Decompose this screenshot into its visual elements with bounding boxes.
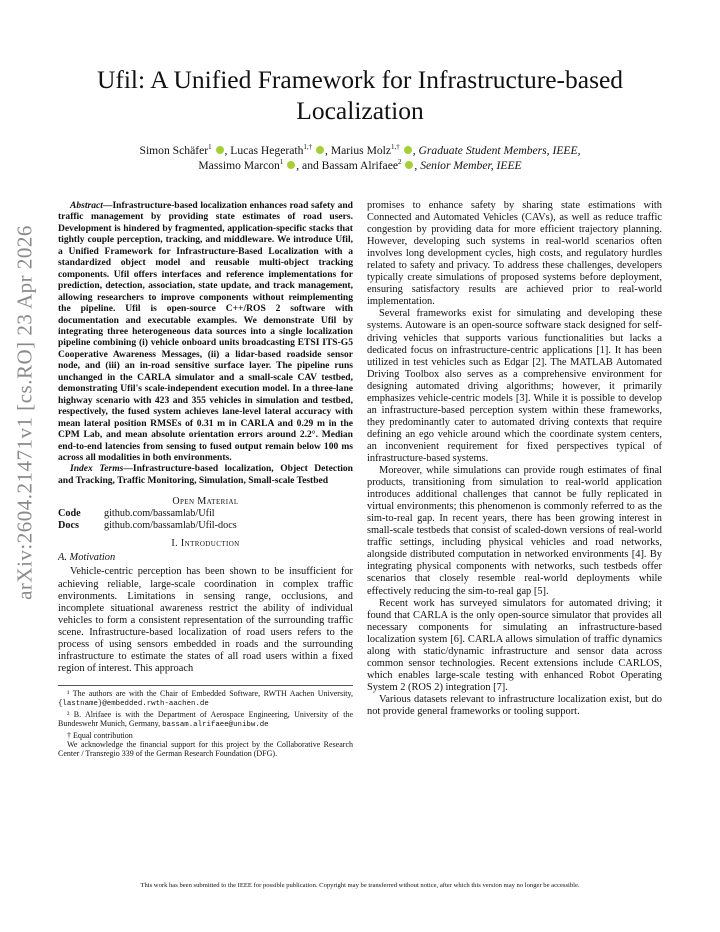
author-name: Massimo Marcon [198,159,280,172]
body-paragraph: Recent work has surveyed simulators for automated driving; it found that CARLA is the only open-source simulator that provides all necessary components for simulating an infrastructure-based localization system [6]. CARLA allows simulation of traffic dynamics along with static/dynamic infrastructure and sensor data across common sensor technologies. Recent extensions include CARLOS, which enables large-scale testing with enhanced Robot Operating System 2 (ROS 2) integration [7]. [367,597,662,693]
footnote-text: ² B. Alrifaee is with the Department of Aerospace Engineering, University of the Bundeswehr Munich, Germany, [58,709,353,729]
abstract-label: Abstract [70,200,103,211]
open-material-key: Code [58,508,81,520]
docs-link[interactable]: github.com/bassamlab/Ufil-docs [104,520,237,532]
paper-title [60,64,660,126]
body-paragraph: promises to enhance safety by sharing state estimations with Connected and Automated Vehicles (CAVs), as well as reduce traffic congestion by providing data for more efficient trajectory planning. However, developing such systems in real-world scenarios often involves long development cycles, high costs, and regulatory hurdles related to safety and privacy. To address these challenges, developers typically create simulations of proposed systems before deployment, ensuring satisfactory results are achieved prior to real-world implementation. [367,200,662,308]
affiliation-mark: 2 [397,158,402,167]
separator: , [412,144,416,157]
index-terms-text: —Infrastructure-based localization, Object Detection and Tracking, Traffic Monitoring, Simulation, Small-scale Testbed [58,463,353,486]
author-role: Senior Member, IEEE [420,159,522,172]
author-name: , and Bassam Alrifaee [296,159,398,172]
open-material-heading: Open Material [172,496,239,508]
footnote-affiliation-1 [58,689,353,710]
index-terms-label: Index Terms [70,463,124,475]
left-column [58,200,353,675]
footnote-equal-contribution: † Equal contribution [67,730,133,740]
footnotes [58,685,353,759]
open-material-row [58,508,353,520]
affiliation-mark: 1 [208,143,212,152]
index-terms [58,463,353,486]
open-material-row [58,520,353,532]
body-paragraph: Moreover, while simulations can provide rough estimates of final products, transitioning from simulation to real-world application introduces additional challenges that cannot be fully replicated in virtual environments; this phenomenon is commonly referred to as the sim-to-real gap. In recent years, there has been growing interest in small-scale testbeds that consist of scaled-down versions of real-world traffic settings, including physical vehicles and road networks, alongside distributed computation in networked environments [4]. By integrating physical components with networks, such testbeds offer scenarios that closely resemble real-world deployments while effectively reducing the sim-to-real gap [5]. [367,465,662,597]
abstract-text: —Infrastructure-based localization enhances road safety and traffic management by providing state estimates of road users. Development is hindered by fragmented, application-specific stacks that tightly couple perception, tracking, and middleware. We introduce Ufil, a Unified Framework for Infrastructure-Based Localization with a standardized object model and reusable multi-object tracking components. Ufil offers interfaces and reference implementations for prediction, detection, association, state update, and track management, allowing researchers to improve components without reimplementing the pipeline. Ufil is open-source C++/ROS 2 software with documentation and executable examples. We demonstrate Ufil by integrating three heterogeneous data sources into a single localization pipeline combining (i) vehicle onboard units broadcasting ETSI ITS-G5 Cooperative Awareness Messages, (ii) a lidar-based roadside sensor node, and (iii) an in-road sensitive surface layer. The pipeline runs unchanged in the CARLA simulator and a small-scale CAV testbed, demonstrating Ufil's scale-independent execution model. In a three-lane highway scenario with 423 and 355 vehicles in simulation and testbed, respectively, the fused system achieves lane-level lateral accuracy with mean lateral position RMSEs of 0.31 m in CARLA and 0.29 m in the CPM Lab, and mean absolute orientation errors around 2.2°. Median end-to-end latencies from sensing to fused output remain below 100 ms across all modalities in both environments. [58,200,353,463]
title-line-2: Localization [296,96,424,125]
authors-line-1 [60,143,660,158]
affiliation-mark: 1,† [303,143,313,152]
orcid-icon[interactable] [287,161,295,169]
subsection-heading-motivation: A. Motivation [58,552,116,564]
email-address: {lastname}@embedded.rwth-aachen.de [58,700,209,709]
title-line-1: Ufil: A Unified Framework for Infrastructure-based [96,65,624,94]
footnote-acknowledgement: We acknowledge the financial support for this project by the Collaborative Research Center / Transregio 339 of the German Research Foundation (DFG). [58,740,353,759]
footnote-text: ¹ The authors are with the Chair of Embedded Software, RWTH Aachen University, [67,689,353,698]
email-address: bassam.alrifaee@unibw.de [162,721,269,730]
author-role: Graduate Student Members, IEEE, [418,144,581,157]
author-list [60,143,660,173]
separator: , [414,159,418,172]
author-name: , Marius Molz [325,144,392,157]
author-name: Simon Schäfer [139,144,209,157]
body-paragraph: Various datasets relevant to infrastructure localization exist, but do not provide general frameworks or tooling support. [367,693,662,717]
orcid-icon[interactable] [404,146,412,154]
code-link[interactable]: github.com/bassamlab/Ufil [104,508,215,520]
author-name: , Lucas Hegerath [224,144,304,157]
copyright-notice: This work has been submitted to the IEEE for possible publication. Copyright may be transferred without notice, after which this version may no longer be accessible. [140,882,580,889]
footnote-affiliation-2 [58,710,353,731]
affiliation-mark: 1 [279,158,284,167]
right-column [367,200,662,718]
orcid-icon[interactable] [316,146,324,154]
open-material-key: Docs [58,520,79,532]
arxiv-identifier: arXiv:2604.21471v1 [cs.RO] 23 Apr 2026 [12,225,37,600]
abstract [58,200,353,463]
section-heading-introduction: I. Introduction [171,538,240,550]
orcid-icon[interactable] [216,146,224,154]
affiliation-mark: 1,† [391,143,400,152]
motivation-paragraph: Vehicle-centric perception has been shown to be insufficient for achieving reliable, large-scale coordination in complex traffic environments. Limitations in sensing range, occlusions, and incomplete situational awareness restrict the ability of individual vehicles to form a consistent representation of the surrounding traffic scene. Infrastructure-based localization of road users refers to the process of using sensors embedded in roads and the surrounding infrastructure to estimate the states of all road users within a fixed region of interest. This approach [58,566,353,674]
orcid-icon[interactable] [405,161,413,169]
authors-line-2 [60,158,660,173]
body-paragraph: Several frameworks exist for simulating and developing these systems. Autoware is an open-source software stack designed for self-driving vehicles that supports various functionalities but lacks a dedicated focus on infrastructure-centric applications [1]. It has been utilized in test vehicles such as Edgar [2]. The MATLAB Automated Driving Toolbox also serves as a comprehensive environment for designing automated driving algorithms; however, it primarily emphasizes vehicle-centric models [3]. While it is possible to develop an infrastructure-based perception system within these frameworks, they predominantly cater to automated driving contexts that require defining an ego vehicle around which the coordinate system centers, an inconvenient requirement for fixed perspectives typical of infrastructure-based systems. [367,308,662,464]
